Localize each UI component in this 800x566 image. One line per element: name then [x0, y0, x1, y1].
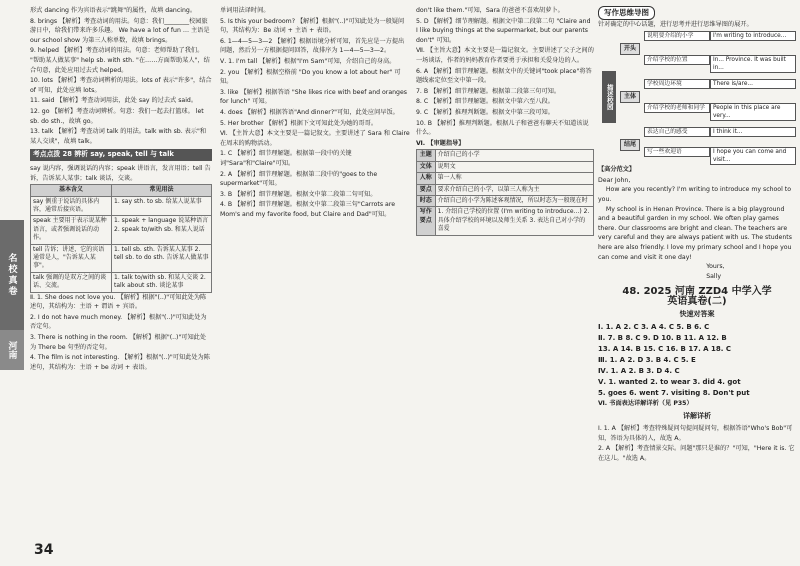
table-cell: 第一人称 — [435, 173, 593, 184]
table-cell: 文体 — [417, 161, 436, 172]
paragraph: Ⅰ. 1. A 【解析】考查特殊疑问句提问疑问句，根据答语"Who's Bob"可知，答语为具体的人，故选 A。 — [598, 425, 793, 442]
exam-subtitle: 英语真卷(二) — [667, 295, 727, 307]
table-row — [31, 244, 212, 272]
paragraph: 9. helped 【解析】考查动词的用法。句意：老师帮助了我们。 "帮助某人做某事" help sb. with sth. "在……方面帮助某人"，结合句意，此处应用过去式 helped。 — [30, 47, 210, 74]
table-row — [417, 207, 594, 235]
exam-title: 48. 2025 河南 ZZD4 中学入学 — [622, 286, 772, 298]
paragraph: 6. 1—4—5—3—2 【解析】根据语境分析可知，首先应是一方提出问题，然后另一方根据提问回答，故排序为 1—4—5—3—2。 — [220, 37, 405, 55]
paragraph: Ⅱ. 1. She does not love you. 【解析】根据"(..)"可知此处为陈述句，其结构为：主语 + 谓语 + 宾语。 — [30, 293, 207, 311]
table-cell: 时态 — [417, 195, 436, 206]
table-header: 基本含义 — [31, 185, 112, 196]
paragraph: 单词用法译时间。 — [220, 7, 270, 14]
tip-box-title: 考点点拨 28 辨析 say, speak, tell 与 talk — [30, 149, 212, 161]
table-cell: 主题 — [417, 150, 436, 161]
table-cell: 1. speak + language 说某种语言 2. speak to/with sb. 和某人说话 — [112, 216, 212, 244]
comparison-table — [30, 184, 212, 292]
paragraph: 3. B 【解析】细节理解题。根据文中第二段第二句可知。 — [220, 190, 377, 198]
writing-note: Ⅵ. 书面表达详解详析（见 P35） — [598, 400, 693, 408]
paragraph: 2. A 【解析】考查情景交际。问题"那只是谁的？"可知，"Here it is. 它在这儿。"故选 A。 — [598, 445, 795, 463]
paragraph: 8. brings 【解析】考查动词的用法。句意：我们________校园旅游日中，给我们带来许多乐趣。 We have a lot of fun … 主语是 our school show 为第三人称单数，故填 brings。 — [30, 17, 210, 44]
table-cell: 1. 介绍自己学校的位置 (I'm writing to introduce...) 2. 具体介绍学校的环境以及师生关系 3. 表达自己对小学的喜爱 — [435, 207, 593, 235]
mindmap-node: 学校周边环境 — [644, 79, 710, 89]
paragraph: 2. you 【解析】根据空格前 "Do you know a lot about her" 可知。 — [220, 68, 401, 86]
answer-key — [598, 322, 796, 399]
table-cell: 说明文 — [435, 161, 593, 172]
detail-title: 详解详析 — [683, 411, 711, 420]
table-row — [417, 184, 594, 195]
table-cell: talk 强调的是双方之间的谈话、交流。 — [31, 272, 112, 292]
table-cell: 介绍自己的小学 — [435, 150, 593, 161]
paragraph: 9. C 【解析】推理判断题。根据文中第三段可知。 — [416, 108, 554, 116]
mindmap-node: I think it... — [710, 127, 796, 137]
table-row — [417, 173, 594, 184]
mindmap-node: There is/are... — [710, 79, 796, 89]
paragraph: 3. There is nothing in the room. 【解析】根据"(..)"可知此处为 There be 句型的否定句。 — [30, 333, 207, 351]
mindmap-node: I'm writing to introduce... — [710, 31, 796, 41]
section-heading: Ⅵ. 【审题指导】 — [416, 139, 465, 147]
mindmap-hub: 描述校园 — [602, 71, 616, 123]
paragraph: 1. C 【解析】细节理解题。根据第一段中的关键词"Sara"和"Claire"可知。 — [220, 150, 352, 167]
answer-row: Ⅳ. 1. A 2. B 3. D 4. C — [598, 367, 680, 376]
mindmap-node: 介绍学校的位置 — [644, 55, 710, 65]
paragraph: 5. Her brother 【解析】根据下文可知此处为她的哥哥。 — [220, 119, 378, 127]
answer-row: Ⅲ. 1. A 2. D 3. B 4. C 5. E — [598, 356, 696, 365]
paragraph: 2. I do not have much money. 【解析】根据"(..)"可知此处为否定句。 — [30, 313, 207, 331]
quick-answers-title: 快速对答案 — [679, 309, 715, 318]
paragraph: 6. A 【解析】细节理解题。根据文中的关键词"took place"将答题线索定位至文中第一段。 — [416, 67, 592, 85]
writing-plan-table — [416, 149, 594, 235]
table-cell: 1. tell sb. sth. 告诉某人某事 2. tell sb. to do sth. 告诉某人做某事 — [112, 244, 212, 272]
table-header: 常见用法 — [112, 185, 212, 196]
table-cell: 要求介绍自己的小学，以第三人称为主 — [435, 184, 593, 195]
table-row — [417, 161, 594, 172]
table-cell: 1. talk to/with sb. 和某人交谈 2. talk about sth. 谈论某事 — [112, 272, 212, 292]
paragraph: 10. B 【解析】推理判断题。根据儿子和爸爸有聊天不知道该说什么。 — [416, 119, 589, 137]
paragraph: 4. does 【解析】根据答语"And dinner?"可知，此处应问早饭。 — [220, 108, 399, 116]
paragraph: 3. like 【解析】根据答语 "She likes rice with beef and oranges for lunch" 可知。 — [220, 88, 408, 106]
mindmap-node: In... Province. It was built in... — [710, 55, 796, 73]
paragraph: 4. The film is not interesting. 【解析】根据"(..)"可知此处为陈述句，其结构为：主语 + be 动词 + 表语。 — [30, 354, 210, 371]
mindmap-label: 开头 — [620, 43, 640, 55]
tip-box-intro: say 说内容，强调说话的内容；speak 讲语言，发言用语；tell 告诉，告诉某人某事；talk 谈话，交谈。 — [30, 164, 211, 182]
mindmap — [598, 31, 796, 163]
paragraph: 10. lots 【解析】考查动词辨析的用法。lots of 表示"许多"，结合 of 可知，此处应填 lots。 — [30, 77, 212, 94]
answer-row: Ⅴ. 1. wanted 2. to wear 3. did 4. got — [598, 378, 741, 387]
mindmap-node: 写一些欢迎语 — [644, 147, 710, 157]
paragraph: 2. A 【解析】细节理解题。根据第二段中的"goes to the supermarket"可知。 — [220, 170, 378, 188]
table-row — [31, 216, 212, 244]
paragraph: 形式 dancing 作为宾语表示"跳舞"的属性，故填 dancing。 — [30, 7, 197, 14]
paragraph: 5. D 【解析】细节理解题。根据文中第二段第二句 "Claire and I like buying things at the supermarket, but our parents don't" 可知。 — [416, 17, 591, 44]
paragraph: 5. Is this your bedroom? 【解析】根据"(..)"可知此处为一般疑问句，其结构为：Be 动词 + 主语 + 表语。 — [220, 17, 405, 35]
paragraph: 8. C 【解析】细节理解题。根据文中第六至八段。 — [416, 98, 554, 106]
paragraph: 11. said 【解析】考查动词用法，此处 say 的过去式 said。 — [30, 97, 198, 105]
table-cell: tell 告诉；讲述，它的宾语通常是人，"告诉某人某事"。 — [31, 244, 112, 272]
table-row — [31, 196, 212, 216]
paragraph: 13. talk 【解析】考查动词 talk 的用法。talk with sb. 表示"和某人交谈"，故填 talk。 — [30, 128, 207, 145]
table-cell: 介绍自己的小学为陈述客观情况，所以时态为一般现在时 — [435, 195, 593, 206]
table-header-row — [31, 185, 212, 196]
mindmap-node: I hope you can come and visit... — [710, 147, 796, 165]
sample-essay: Dear John, How are you recently? I'm writing to introduce my school to you. My school is in Henan Province. There is a big playground and a beautiful garden in my school. We often play games there. Our classrooms are bright and clean. The teachers are very careful and they are always patient with us. The students here are also friendly. I love my primary school and I hope you can come and visit it one day! Yours, Sally — [598, 176, 792, 280]
answer-row: Ⅰ. 1. A 2. C 3. A 4. C 5. B 6. C — [598, 323, 710, 332]
paragraph: Ⅶ. 【主旨大意】本文主要是一篇记叙文。主要讲述了父子之间的一场谈话，作者的妈妈教育作者要勇于承担和关爱身边的人。 — [416, 47, 594, 64]
table-row — [417, 195, 594, 206]
paragraph: 7. B 【解析】细节理解题。根据第二段第三句可知。 — [416, 87, 561, 95]
column-1 — [30, 6, 212, 536]
paragraph: 4. B 【解析】细节理解题。根据文中第二段第三句"Carrots are Mom's and my favorite food, but Claire and Dad"可知。 — [220, 201, 396, 218]
paragraph: Ⅵ. 【主旨大意】本文主要是一篇记叙文。主要讲述了 Sara 和 Claire 在周末的购物活动。 — [220, 130, 410, 147]
table-row — [31, 272, 212, 292]
column-2 — [220, 6, 410, 551]
side-tab-region: 河南 — [0, 330, 24, 370]
mindmap-node: 表达自己的感受 — [644, 127, 710, 137]
table-row — [417, 150, 594, 161]
answer-row: Ⅱ. 7. B 8. C 9. D 10. B 11. A 12. B — [598, 334, 727, 343]
mindmap-node: 说明要介绍的小学 — [644, 31, 710, 41]
answer-row: 5. goes 6. went 7. visiting 8. Don't put — [598, 389, 750, 398]
mindmap-node: People in this place are very... — [710, 103, 796, 121]
paragraph: don't like them."可知，Sara 的爸爸不喜欢胡萝卜。 — [416, 7, 564, 14]
mindmap-title: 写作思维导图 — [598, 6, 655, 20]
table-cell: speak 主要用于表示说某种语言，或者强调说话的动作。 — [31, 216, 112, 244]
paragraph: Ⅴ. 1. I'm tall 【解析】根据"I'm Sam"可知，介绍自己的身高。 — [220, 57, 396, 65]
mindmap-intro: 针对确定的中心话题，进行思考并进行思维导图的展开。 — [598, 20, 753, 28]
answer-row: 13. A 14. B 15. C 16. B 17. A 18. C — [598, 345, 731, 354]
table-cell: say 侧重于说话的具体内容，通常后接宾语。 — [31, 196, 112, 216]
table-cell: 要点 — [417, 184, 436, 195]
table-cell: 人称 — [417, 173, 436, 184]
paragraph: 12. go 【解析】考查动词辨析。句意：我们一起去打篮球。 let sb. do sth.，故填 go。 — [30, 107, 204, 125]
sample-title: 【高分范文】 — [598, 166, 636, 174]
column-4 — [598, 6, 796, 551]
mindmap-label: 主体 — [620, 91, 640, 103]
table-cell: 1. say sth. to sb. 给某人说某事 — [112, 196, 212, 216]
page-number: 34 — [34, 542, 54, 558]
side-tab-series: 名校真卷 — [0, 220, 24, 330]
column-3 — [416, 6, 594, 554]
table-cell: 写作要点 — [417, 207, 436, 235]
mindmap-label: 结尾 — [620, 139, 640, 151]
mindmap-node: 介绍学校的老师和同学 — [644, 103, 710, 113]
